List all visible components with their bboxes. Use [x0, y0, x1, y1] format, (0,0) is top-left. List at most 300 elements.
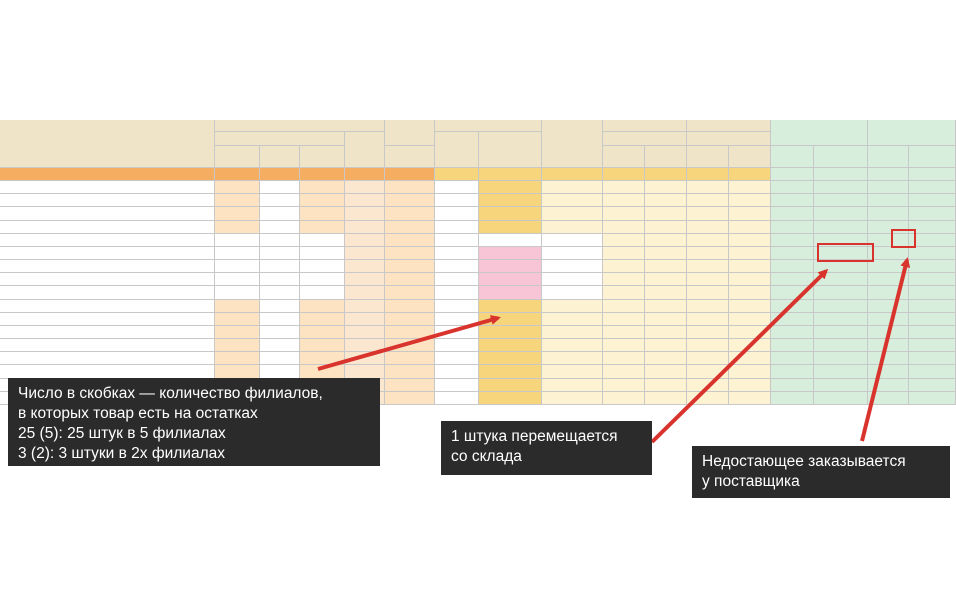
- cell-max-manual: [645, 194, 687, 207]
- cell-deals: [300, 234, 345, 247]
- cell-qty: [215, 273, 260, 286]
- cell-wh-to-move: [814, 313, 868, 326]
- cell-status: [542, 221, 603, 234]
- cell-max-auto: [603, 194, 645, 207]
- cell-min-auto: [687, 365, 729, 378]
- cell-order-sum: [909, 260, 956, 273]
- header-warehouse: [771, 120, 868, 146]
- note-brackets-line-1: Число в скобках — количество филиалов,: [18, 385, 323, 402]
- cell-order-qty: [868, 181, 909, 194]
- cell-sum: [260, 234, 300, 247]
- cell-speed: [385, 339, 435, 352]
- cell-days-in-stock: [345, 313, 385, 326]
- cell-max-manual: [645, 273, 687, 286]
- cell-sum: [260, 300, 300, 313]
- cell-speed: [385, 365, 435, 378]
- header-min-pcs: [687, 132, 771, 146]
- cell-order-qty: [868, 300, 909, 313]
- cell-wh-remainder: [771, 365, 814, 378]
- cell-deals: [300, 260, 345, 273]
- cell-sum: [260, 207, 300, 220]
- cell-max-auto: [603, 339, 645, 352]
- cell-free-stock: [479, 221, 542, 234]
- cell-status: [542, 339, 603, 352]
- cell-order-qty: [868, 260, 909, 273]
- cell-status: [542, 260, 603, 273]
- cell-order-sum: [909, 300, 956, 313]
- cell-min-auto: [687, 352, 729, 365]
- cell-wh-to-move: [814, 181, 868, 194]
- cell-free-stock: [479, 260, 542, 273]
- cell-wh-remainder: [771, 326, 814, 339]
- cell-days-in-stock: [345, 181, 385, 194]
- cell-stock-days: [435, 207, 479, 220]
- cell-wh-remainder: [771, 221, 814, 234]
- header-order-supplier: [868, 120, 956, 146]
- note-brackets-line-3: 25 (5): 25 штук в 5 филиалах: [18, 425, 226, 442]
- cell-deals: [300, 339, 345, 352]
- cell-free-stock: [479, 313, 542, 326]
- cell-status: [542, 273, 603, 286]
- cell-qty: [215, 168, 260, 181]
- cell-wh-remainder: [771, 181, 814, 194]
- cell-free-stock: [479, 247, 542, 260]
- cell-speed: [385, 313, 435, 326]
- cell-wh-remainder: [771, 273, 814, 286]
- cell-min-auto: [687, 207, 729, 220]
- cell-free-stock: [479, 352, 542, 365]
- cell-status: [542, 392, 603, 405]
- cell-min-auto: [687, 181, 729, 194]
- cell-order-sum: [909, 234, 956, 247]
- cell-deals: [300, 313, 345, 326]
- cell-stock-days: [435, 392, 479, 405]
- cell-stock-days: [435, 221, 479, 234]
- cell-free-stock: [479, 181, 542, 194]
- cell-max-manual: [645, 260, 687, 273]
- cell-free-stock: [479, 168, 542, 181]
- cell-order-qty: [868, 273, 909, 286]
- cell-days-in-stock: [345, 339, 385, 352]
- cell-free-stock: [479, 300, 542, 313]
- header-min: [687, 120, 771, 132]
- note-order: [692, 446, 950, 498]
- cell-wh-remainder: [771, 286, 814, 299]
- cell-days-in-stock: [345, 260, 385, 273]
- cell-min-manual: [729, 313, 771, 326]
- note-move-line-2: со склада: [451, 448, 522, 465]
- note-brackets-line-2: в которых товар есть на остатках: [18, 405, 258, 422]
- cell-order-sum: [909, 313, 956, 326]
- cell-max-auto: [603, 181, 645, 194]
- cell-free-stock: [479, 234, 542, 247]
- cell-deals: [300, 352, 345, 365]
- header-min-auto: [687, 146, 729, 168]
- row-name: [0, 207, 215, 220]
- cell-order-qty: [868, 352, 909, 365]
- cell-min-auto: [687, 379, 729, 392]
- cell-free-stock: [479, 365, 542, 378]
- cell-order-qty: [868, 207, 909, 220]
- cell-min-manual: [729, 168, 771, 181]
- note-brackets-line-4: 3 (2): 3 штуки в 2х филиалах: [18, 445, 225, 462]
- cell-max-manual: [645, 326, 687, 339]
- cell-sum: [260, 168, 300, 181]
- cell-speed: [385, 379, 435, 392]
- row-name: [0, 234, 215, 247]
- cell-order-sum: [909, 181, 956, 194]
- cell-status: [542, 286, 603, 299]
- cell-speed: [385, 300, 435, 313]
- cell-qty: [215, 339, 260, 352]
- row-name: [0, 221, 215, 234]
- cell-max-manual: [645, 339, 687, 352]
- cell-stock-days: [435, 181, 479, 194]
- cell-speed: [385, 260, 435, 273]
- header-sum: [260, 146, 300, 168]
- spreadsheet-grid: [0, 120, 956, 403]
- cell-max-auto: [603, 313, 645, 326]
- cell-wh-to-move: [814, 194, 868, 207]
- cell-stock-days: [435, 365, 479, 378]
- row-name: [0, 300, 215, 313]
- cell-qty: [215, 234, 260, 247]
- cell-max-auto: [603, 326, 645, 339]
- cell-status: [542, 181, 603, 194]
- note-order-line-1: Недостающее заказывается: [702, 453, 906, 470]
- cell-order-sum: [909, 221, 956, 234]
- cell-min-auto: [687, 234, 729, 247]
- header-wh-remainder: [771, 146, 814, 168]
- cell-order-qty: [868, 286, 909, 299]
- cell-max-auto: [603, 234, 645, 247]
- cell-stock-days: [435, 273, 479, 286]
- cell-wh-to-move: [814, 365, 868, 378]
- cell-order-sum: [909, 392, 956, 405]
- cell-sum: [260, 260, 300, 273]
- cell-deals: [300, 326, 345, 339]
- cell-max-manual: [645, 247, 687, 260]
- cell-qty: [215, 286, 260, 299]
- cell-deals: [300, 168, 345, 181]
- cell-max-auto: [603, 221, 645, 234]
- cell-stock-days: [435, 379, 479, 392]
- cell-free-stock: [479, 207, 542, 220]
- header-status: [542, 120, 603, 168]
- cell-status: [542, 247, 603, 260]
- cell-wh-remainder: [771, 260, 814, 273]
- cell-days-in-stock: [345, 234, 385, 247]
- cell-max-auto: [603, 352, 645, 365]
- cell-sum: [260, 181, 300, 194]
- cell-days-in-stock: [345, 194, 385, 207]
- header-current-stock: [435, 120, 542, 132]
- cell-min-auto: [687, 392, 729, 405]
- cell-days-in-stock: [345, 300, 385, 313]
- cell-sum: [260, 286, 300, 299]
- highlight-move-cell: [817, 243, 874, 262]
- cell-free-stock: [479, 379, 542, 392]
- cell-free-stock: [479, 286, 542, 299]
- cell-sum: [260, 273, 300, 286]
- header-stock-days: [435, 132, 479, 168]
- cell-sum: [260, 194, 300, 207]
- header-qty: [215, 146, 260, 168]
- cell-min-manual: [729, 207, 771, 220]
- cell-max-auto: [603, 260, 645, 273]
- cell-qty: [215, 207, 260, 220]
- cell-min-manual: [729, 300, 771, 313]
- cell-qty: [215, 221, 260, 234]
- row-name: [0, 339, 215, 352]
- cell-speed: [385, 273, 435, 286]
- cell-free-stock: [479, 326, 542, 339]
- cell-max-manual: [645, 286, 687, 299]
- cell-max-manual: [645, 379, 687, 392]
- note-move-line-1: 1 штука перемещается: [451, 428, 618, 445]
- cell-speed: [385, 352, 435, 365]
- cell-stock-days: [435, 313, 479, 326]
- cell-wh-remainder: [771, 194, 814, 207]
- cell-sum: [260, 339, 300, 352]
- cell-deals: [300, 247, 345, 260]
- cell-wh-to-move: [814, 326, 868, 339]
- cell-order-sum: [909, 339, 956, 352]
- cell-speed: [385, 247, 435, 260]
- cell-deals: [300, 221, 345, 234]
- cell-order-sum: [909, 207, 956, 220]
- cell-max-auto: [603, 300, 645, 313]
- cell-free-stock: [479, 194, 542, 207]
- cell-sum: [260, 247, 300, 260]
- cell-qty: [215, 181, 260, 194]
- cell-max-auto: [603, 168, 645, 181]
- header-free-stock: [479, 132, 542, 168]
- cell-deals: [300, 273, 345, 286]
- cell-status: [542, 300, 603, 313]
- cell-stock-days: [435, 326, 479, 339]
- cell-min-manual: [729, 286, 771, 299]
- cell-deals: [300, 207, 345, 220]
- cell-min-auto: [687, 273, 729, 286]
- cell-order-sum: [909, 326, 956, 339]
- cell-speed: [385, 207, 435, 220]
- cell-order-sum: [909, 352, 956, 365]
- cell-days-in-stock: [345, 221, 385, 234]
- cell-wh-remainder: [771, 352, 814, 365]
- cell-wh-remainder: [771, 300, 814, 313]
- cell-max-manual: [645, 392, 687, 405]
- cell-status: [542, 168, 603, 181]
- cell-days-in-stock: [345, 352, 385, 365]
- cell-wh-to-move: [814, 300, 868, 313]
- cell-max-manual: [645, 313, 687, 326]
- cell-max-manual: [645, 168, 687, 181]
- cell-free-stock: [479, 392, 542, 405]
- cell-speed: [385, 168, 435, 181]
- cell-min-auto: [687, 286, 729, 299]
- row-name: [0, 365, 215, 378]
- cell-order-sum: [909, 194, 956, 207]
- cell-wh-remainder: [771, 234, 814, 247]
- cell-free-stock: [479, 339, 542, 352]
- cell-status: [542, 352, 603, 365]
- cell-stock-days: [435, 286, 479, 299]
- cell-stock-days: [435, 260, 479, 273]
- row-name: [0, 247, 215, 260]
- row-name: [0, 326, 215, 339]
- cell-wh-remainder: [771, 339, 814, 352]
- cell-min-auto: [687, 247, 729, 260]
- cell-qty: [215, 352, 260, 365]
- header-min-manual: [729, 146, 771, 168]
- cell-days-in-stock: [345, 168, 385, 181]
- cell-wh-to-move: [814, 339, 868, 352]
- cell-order-qty: [868, 247, 909, 260]
- cell-max-manual: [645, 365, 687, 378]
- cell-speed: [385, 181, 435, 194]
- cell-stock-days: [435, 352, 479, 365]
- cell-deals: [300, 365, 345, 378]
- cell-wh-remainder: [771, 168, 814, 181]
- cell-min-manual: [729, 392, 771, 405]
- cell-min-manual: [729, 234, 771, 247]
- cell-order-qty: [868, 365, 909, 378]
- cell-qty: [215, 300, 260, 313]
- cell-stock-days: [435, 168, 479, 181]
- row-name: [0, 194, 215, 207]
- cell-order-sum: [909, 286, 956, 299]
- cell-min-manual: [729, 339, 771, 352]
- header-sold: [215, 132, 345, 146]
- cell-speed: [385, 221, 435, 234]
- cell-qty: [215, 365, 260, 378]
- cell-order-qty: [868, 379, 909, 392]
- cell-deals: [300, 286, 345, 299]
- cell-order-sum: [909, 273, 956, 286]
- cell-order-sum: [909, 365, 956, 378]
- cell-min-manual: [729, 181, 771, 194]
- cell-max-manual: [645, 234, 687, 247]
- cell-stock-days: [435, 247, 479, 260]
- cell-min-manual: [729, 379, 771, 392]
- cell-status: [542, 207, 603, 220]
- cell-max-auto: [603, 392, 645, 405]
- cell-free-stock: [479, 273, 542, 286]
- cell-sum: [260, 326, 300, 339]
- cell-days-in-stock: [345, 286, 385, 299]
- cell-max-auto: [603, 365, 645, 378]
- cell-stock-days: [435, 339, 479, 352]
- cell-min-auto: [687, 326, 729, 339]
- cell-order-qty: [868, 326, 909, 339]
- header-wh-to-move: [814, 146, 868, 168]
- cell-deals: [300, 181, 345, 194]
- cell-days-in-stock: [345, 247, 385, 260]
- cell-order-qty: [868, 313, 909, 326]
- cell-min-auto: [687, 260, 729, 273]
- cell-qty: [215, 313, 260, 326]
- cell-order-sum: [909, 379, 956, 392]
- cell-max-auto: [603, 273, 645, 286]
- cell-sum: [260, 352, 300, 365]
- row-name: [0, 313, 215, 326]
- row-name: [0, 260, 215, 273]
- cell-status: [542, 313, 603, 326]
- header-sales-history: [215, 120, 385, 132]
- cell-wh-to-move: [814, 352, 868, 365]
- cell-speed: [385, 326, 435, 339]
- cell-min-auto: [687, 194, 729, 207]
- cell-stock-days: [435, 300, 479, 313]
- cell-order-qty: [868, 339, 909, 352]
- cell-max-manual: [645, 181, 687, 194]
- header-speed: [385, 120, 435, 146]
- cell-status: [542, 194, 603, 207]
- cell-max-manual: [645, 221, 687, 234]
- header-max-pcs: [603, 132, 687, 146]
- cell-wh-remainder: [771, 392, 814, 405]
- cell-max-auto: [603, 379, 645, 392]
- cell-min-auto: [687, 313, 729, 326]
- header-max: [603, 120, 687, 132]
- cell-max-auto: [603, 286, 645, 299]
- cell-min-manual: [729, 260, 771, 273]
- cell-min-manual: [729, 247, 771, 260]
- header-order-sum: [909, 146, 956, 168]
- row-name: [0, 168, 215, 181]
- cell-wh-to-move: [814, 392, 868, 405]
- row-name: [0, 181, 215, 194]
- cell-order-sum: [909, 168, 956, 181]
- cell-wh-remainder: [771, 313, 814, 326]
- cell-wh-to-move: [814, 168, 868, 181]
- cell-wh-to-move: [814, 286, 868, 299]
- cell-deals: [300, 300, 345, 313]
- cell-qty: [215, 260, 260, 273]
- cell-status: [542, 326, 603, 339]
- cell-speed: [385, 286, 435, 299]
- cell-min-auto: [687, 221, 729, 234]
- cell-wh-to-move: [814, 260, 868, 273]
- cell-qty: [215, 194, 260, 207]
- highlight-order-cell: [891, 229, 916, 248]
- cell-qty: [215, 247, 260, 260]
- row-name: [0, 286, 215, 299]
- cell-min-manual: [729, 194, 771, 207]
- cell-days-in-stock: [345, 365, 385, 378]
- cell-order-sum: [909, 247, 956, 260]
- header-days-in-stock: [345, 132, 385, 168]
- cell-min-manual: [729, 273, 771, 286]
- header-max-auto: [603, 146, 645, 168]
- cell-days-in-stock: [345, 273, 385, 286]
- cell-status: [542, 234, 603, 247]
- cell-max-auto: [603, 207, 645, 220]
- cell-speed: [385, 194, 435, 207]
- header-order-qty: [868, 146, 909, 168]
- row-name: [0, 352, 215, 365]
- note-brackets: [8, 378, 380, 466]
- cell-sum: [260, 221, 300, 234]
- cell-min-manual: [729, 352, 771, 365]
- note-order-line-2: у поставщика: [702, 473, 800, 490]
- cell-order-qty: [868, 168, 909, 181]
- cell-wh-remainder: [771, 379, 814, 392]
- cell-order-qty: [868, 194, 909, 207]
- note-move: [441, 421, 652, 475]
- cell-days-in-stock: [345, 207, 385, 220]
